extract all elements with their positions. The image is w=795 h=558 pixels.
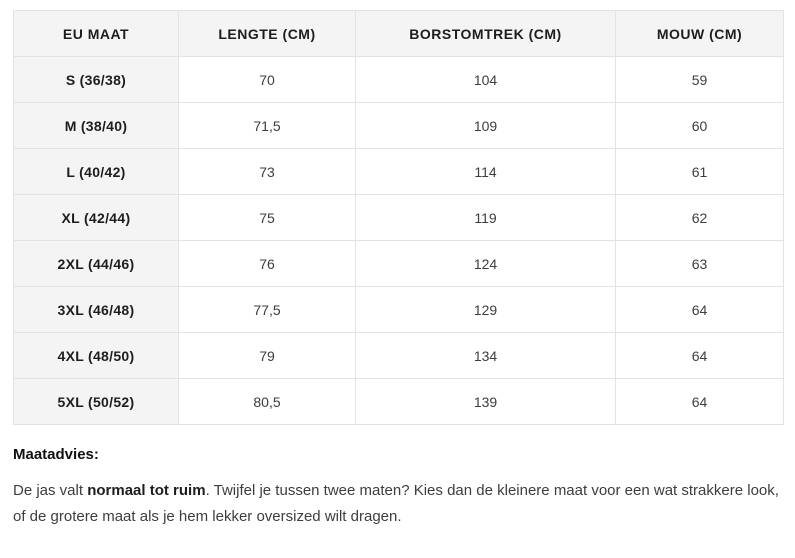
size-label: 2XL (44/46): [14, 241, 179, 287]
length-value: 76: [179, 241, 356, 287]
length-value: 79: [179, 333, 356, 379]
chest-value: 134: [356, 333, 616, 379]
size-advice-paragraph: [13, 478, 783, 530]
length-value: 75: [179, 195, 356, 241]
sleeve-value: 64: [616, 287, 784, 333]
size-label: M (38/40): [14, 103, 179, 149]
table-header-row: [14, 11, 784, 57]
table-row: [14, 149, 784, 195]
size-label: 5XL (50/52): [14, 379, 179, 425]
chest-value: 109: [356, 103, 616, 149]
sleeve-value: 64: [616, 379, 784, 425]
advice-text-prefix: De jas valt: [13, 482, 88, 499]
size-chart-table: [13, 10, 784, 425]
chest-value: 119: [356, 195, 616, 241]
header-lengte: LENGTE (CM): [179, 11, 356, 57]
sleeve-value: 60: [616, 103, 784, 149]
chest-value: 139: [356, 379, 616, 425]
sleeve-value: 61: [616, 149, 784, 195]
sleeve-value: 62: [616, 195, 784, 241]
chest-value: 124: [356, 241, 616, 287]
length-value: 71,5: [179, 103, 356, 149]
size-label: L (40/42): [14, 149, 179, 195]
sleeve-value: 59: [616, 57, 784, 103]
sleeve-value: 63: [616, 241, 784, 287]
header-borstomtrek: BORSTOMTREK (CM): [356, 11, 616, 57]
size-advice-heading: Maatadvies:: [13, 446, 99, 463]
chest-value: 104: [356, 57, 616, 103]
sleeve-value: 64: [616, 333, 784, 379]
size-advice-section: [13, 446, 783, 530]
table-row: [14, 333, 784, 379]
size-label: 3XL (46/48): [14, 287, 179, 333]
table-row: [14, 103, 784, 149]
length-value: 80,5: [179, 379, 356, 425]
header-mouw: MOUW (CM): [616, 11, 784, 57]
header-eu-maat: EU MAAT: [14, 11, 179, 57]
size-label: 4XL (48/50): [14, 333, 179, 379]
length-value: 70: [179, 57, 356, 103]
table-row: [14, 379, 784, 425]
length-value: 77,5: [179, 287, 356, 333]
size-label: XL (42/44): [14, 195, 179, 241]
advice-text-bold: normaal tot ruim: [87, 482, 206, 499]
size-label: S (36/38): [14, 57, 179, 103]
table-row: [14, 241, 784, 287]
table-row: [14, 287, 784, 333]
chest-value: 129: [356, 287, 616, 333]
advice-text-suffix: . Twijfel je tussen twee maten? Kies dan de kleinere maat voor een wat strakkere look, of de grotere maat als je hem lekker oversized wilt dragen.: [13, 482, 779, 525]
chest-value: 114: [356, 149, 616, 195]
table-row: [14, 57, 784, 103]
length-value: 73: [179, 149, 356, 195]
table-row: [14, 195, 784, 241]
